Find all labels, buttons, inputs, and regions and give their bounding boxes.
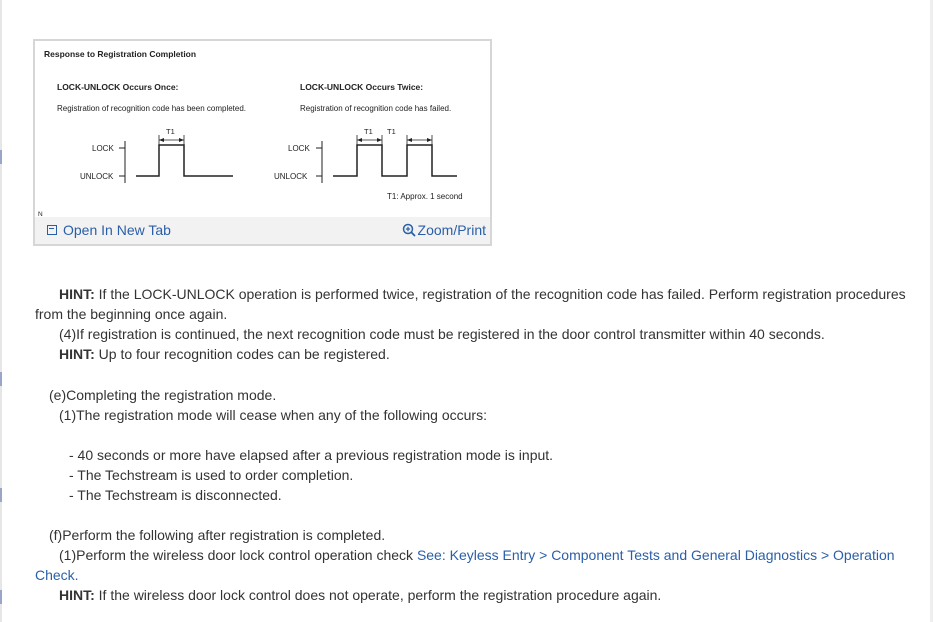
hint1-text: If the LOCK-UNLOCK operation is performed twice, registration of the recognition code has failed. Perform registration procedures [94,286,906,302]
hint2-text: Up to four recognition codes can be registered. [94,346,390,362]
open-in-new-tab-label: Open In New Tab [63,222,171,238]
hint-label: HINT: [59,346,95,362]
list-item: - The Techstream is used to order completion. [69,467,354,483]
right-subheading: Registration of recognition code has failed. [300,104,452,113]
hint-label: HINT: [59,587,95,603]
hint-label: HINT: [59,286,95,302]
hint1-text-cont: from the beginning once again. [35,306,228,322]
figure-title: Response to Registration Completion [44,49,197,59]
right-heading: LOCK-UNLOCK Occurs Twice: [300,82,424,92]
list-item: - 40 seconds or more have elapsed after a previous registration mode is input. [69,447,554,463]
list-item: - The Techstream is disconnected. [69,487,282,503]
right-t1-label-b: T1 [387,127,396,136]
left-t1-label: T1 [166,127,175,136]
right-pulse-signal [333,145,457,176]
step-f: (f)Perform the following after registration is completed. [49,527,386,543]
timing-diagram [35,41,490,217]
step-f1-text: (1)Perform the wireless door lock control operation check [59,547,417,563]
hint-paragraph-1 [0,284,933,324]
breadcrumb-separator: > [535,547,552,563]
left-pulse-signal [136,145,233,176]
hint3-text: If the wireless door lock control does not operate, perform the registration procedure again. [94,587,662,603]
zoom-print-label: Zoom/Print [417,222,486,238]
left-lock-label: LOCK [92,144,114,153]
figure-corner-mark: N [38,211,43,217]
keyless-entry-link[interactable]: See: Keyless Entry [416,547,536,563]
zoom-icon [402,223,416,237]
hint-paragraph-2 [0,344,933,364]
step-4: (4)If registration is continued, the next recognition code must be registered in the door control transmitter within 40 seconds. [59,326,825,342]
left-subheading: Registration of recognition code has been completed. [57,104,247,113]
operation-check-link[interactable]: Operation [833,547,895,563]
step-e1: (1)The registration mode will cease when any of the following occurs: [59,407,487,423]
bullet-list [0,445,933,505]
t1-note: T1: Approx. 1 second [387,192,463,201]
open-in-new-tab-link[interactable] [47,222,171,238]
right-unlock-label: UNLOCK [274,172,308,181]
step-e: (e)Completing the registration mode. [49,387,277,403]
right-t1-label-a: T1 [364,127,373,136]
figure-footer [35,217,490,244]
step-f1 [0,545,933,585]
new-tab-icon [47,225,57,235]
figure-panel [33,39,492,246]
hint-paragraph-3 [0,585,933,605]
breadcrumb-separator: > [817,547,834,563]
component-tests-link[interactable]: Component Tests and General Diagnostics [551,547,818,563]
operation-check-link-cont[interactable]: Check. [35,567,79,583]
zoom-print-link[interactable] [402,222,486,238]
left-heading: LOCK-UNLOCK Occurs Once: [57,82,179,92]
left-unlock-label: UNLOCK [80,172,114,181]
right-lock-label: LOCK [288,144,310,153]
